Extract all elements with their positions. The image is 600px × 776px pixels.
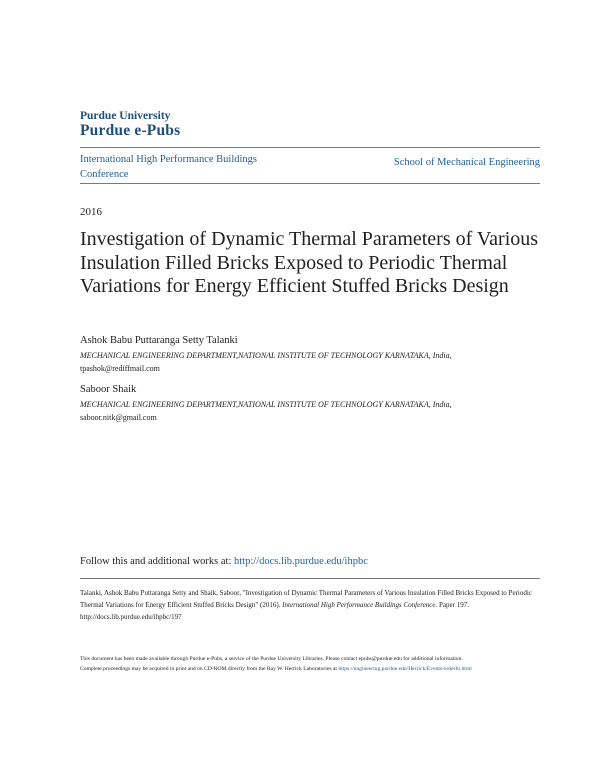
follow-text: Follow this and additional works at: [80,556,234,567]
notice-line2: Complete proceedings may be acquired in print and on CD-ROM directly from the Ray W. Herrick Laboratories at [80,665,339,672]
author-affiliation: MECHANICAL ENGINEERING DEPARTMENT,NATIONAL INSTITUTE OF TECHNOLOGY KARNATAKA, India, [80,400,452,409]
paper-title: Investigation of Dynamic Thermal Parameters of Various Insulation Filled Bricks Exposed to Periodic Thermal Variations for Energy Efficient Stuffed Bricks Design [80,228,539,297]
follow-link[interactable]: http://docs.lib.purdue.edu/ihpbc [234,556,368,567]
collection-link-school[interactable]: School of Mechanical Engineering [393,157,540,168]
citation-url[interactable]: http://docs.lib.purdue.edu/ihpbc/197 [80,613,182,621]
header-rule-top [80,147,540,148]
notice-block [80,655,542,674]
author-affiliation: MECHANICAL ENGINEERING DEPARTMENT,NATIONAL INSTITUTE OF TECHNOLOGY KARNATAKA, India, [80,351,452,360]
notice-link[interactable]: https://engineering.purdue.edu/Herrick/Events/orderlit.html [338,665,472,672]
author-name: Saboor Shaik [80,384,137,395]
author-name: Ashok Babu Puttaranga Setty Talanki [80,335,238,346]
follow-line [80,556,368,567]
collection-link-conference[interactable]: International High Performance Buildings Conference [80,154,257,180]
citation-block [80,587,542,623]
citation-text: Talanki, Ashok Babu Puttaranga Setty and Shaik, Saboor, "Investigation of Dynamic Thermal Parameters of Various Insulation Filled Bricks Exposed to Periodic Thermal Variations for Energy Efficient Stuffed Bricks Design" (2016). [80,589,532,609]
university-name: Purdue University [80,110,171,122]
publication-year: 2016 [80,206,102,218]
repository-name[interactable]: Purdue e-Pubs [80,122,181,139]
notice-line1: This document has been made available through Purdue e-Pubs, a service of the Purdue University Libraries. Please contact epubs@purdue.edu for additional information. [80,656,463,662]
citation-journal: International High Performance Buildings Conference. [282,601,438,609]
header-rule-bottom [80,183,540,184]
author-email[interactable]: saboor.nitk@gmail.com [80,413,157,422]
citation-rule [80,578,540,579]
author-email[interactable]: tpashok@rediffmail.com [80,364,160,373]
citation-paper: Paper 197. [437,601,469,609]
